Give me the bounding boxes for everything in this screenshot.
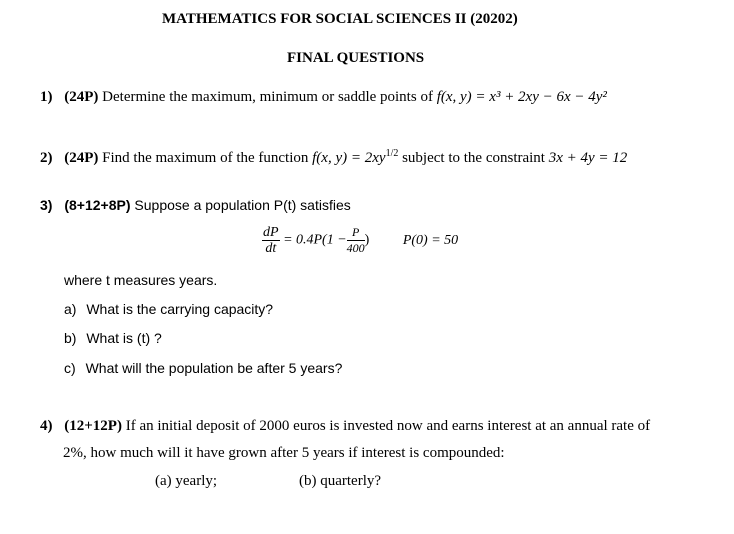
question-4-option-a: (a) yearly;	[155, 473, 218, 489]
question-3c-label: c)	[64, 360, 76, 376]
logistic-denominator: 400	[346, 241, 365, 255]
question-4-line2: 2%, how much will it have grown after 5 years if interest is compounded:	[63, 445, 505, 461]
question-2-text: Find the maximum of the function	[102, 150, 309, 166]
logistic-fraction	[347, 225, 365, 256]
question-3b-label: b)	[64, 330, 77, 346]
equation-close: )	[364, 232, 370, 248]
question-1-formula: f(x, y) = x³ + 2xy − 6x − 4y²	[436, 89, 607, 105]
derivative-numerator: dP	[263, 225, 279, 240]
question-3b-text: What is (t) ?	[86, 330, 162, 346]
initial-condition: P(0) = 50	[402, 232, 459, 248]
question-3a	[64, 301, 273, 317]
question-2-points: (24P)	[64, 150, 99, 166]
question-4-line1: If an initial deposit of 2000 euros is invested now and earns interest at an annual rate of	[125, 418, 651, 434]
question-1-text: Determine the maximum, minimum or saddle points of	[102, 89, 433, 105]
question-4	[40, 418, 650, 435]
question-2	[40, 148, 627, 167]
question-2-formula: f(x, y) = 2xy	[312, 150, 386, 166]
question-3-header	[40, 197, 351, 213]
page-subtitle: FINAL QUESTIONS	[287, 50, 425, 66]
question-3-intro: Suppose a population P(t) satisfies	[134, 197, 351, 213]
derivative-denominator: dt	[265, 241, 277, 256]
question-4-number: 4)	[40, 418, 53, 434]
equation-middle: = 0.4P(1 −	[283, 232, 347, 248]
question-4-option-b: (b) quarterly?	[299, 473, 382, 489]
question-3a-text: What is the carrying capacity?	[86, 301, 274, 317]
question-3b	[64, 330, 162, 346]
question-3-where: where t measures years.	[64, 272, 218, 288]
question-1-points: (24P)	[64, 89, 99, 105]
question-3c-text: What will the population be after 5 years?	[85, 360, 343, 376]
question-3-points: (8+12+8P)	[64, 197, 131, 213]
question-3a-label: a)	[64, 301, 77, 317]
logistic-numerator: P	[347, 225, 365, 241]
question-1	[40, 89, 607, 106]
differential-equation	[262, 225, 458, 256]
question-4-points: (12+12P)	[64, 418, 122, 434]
derivative-fraction	[262, 225, 280, 256]
question-1-number: 1)	[40, 89, 53, 105]
question-3-number: 3)	[40, 197, 53, 213]
question-3c	[64, 360, 342, 376]
question-2-exponent: 1/2	[385, 148, 399, 159]
question-2-constraint: 3x + 4y = 12	[548, 150, 628, 166]
question-2-number: 2)	[40, 150, 53, 166]
question-2-text2: subject to the constraint	[402, 150, 545, 166]
page-title: MATHEMATICS FOR SOCIAL SCIENCES II (20202)	[162, 11, 518, 27]
